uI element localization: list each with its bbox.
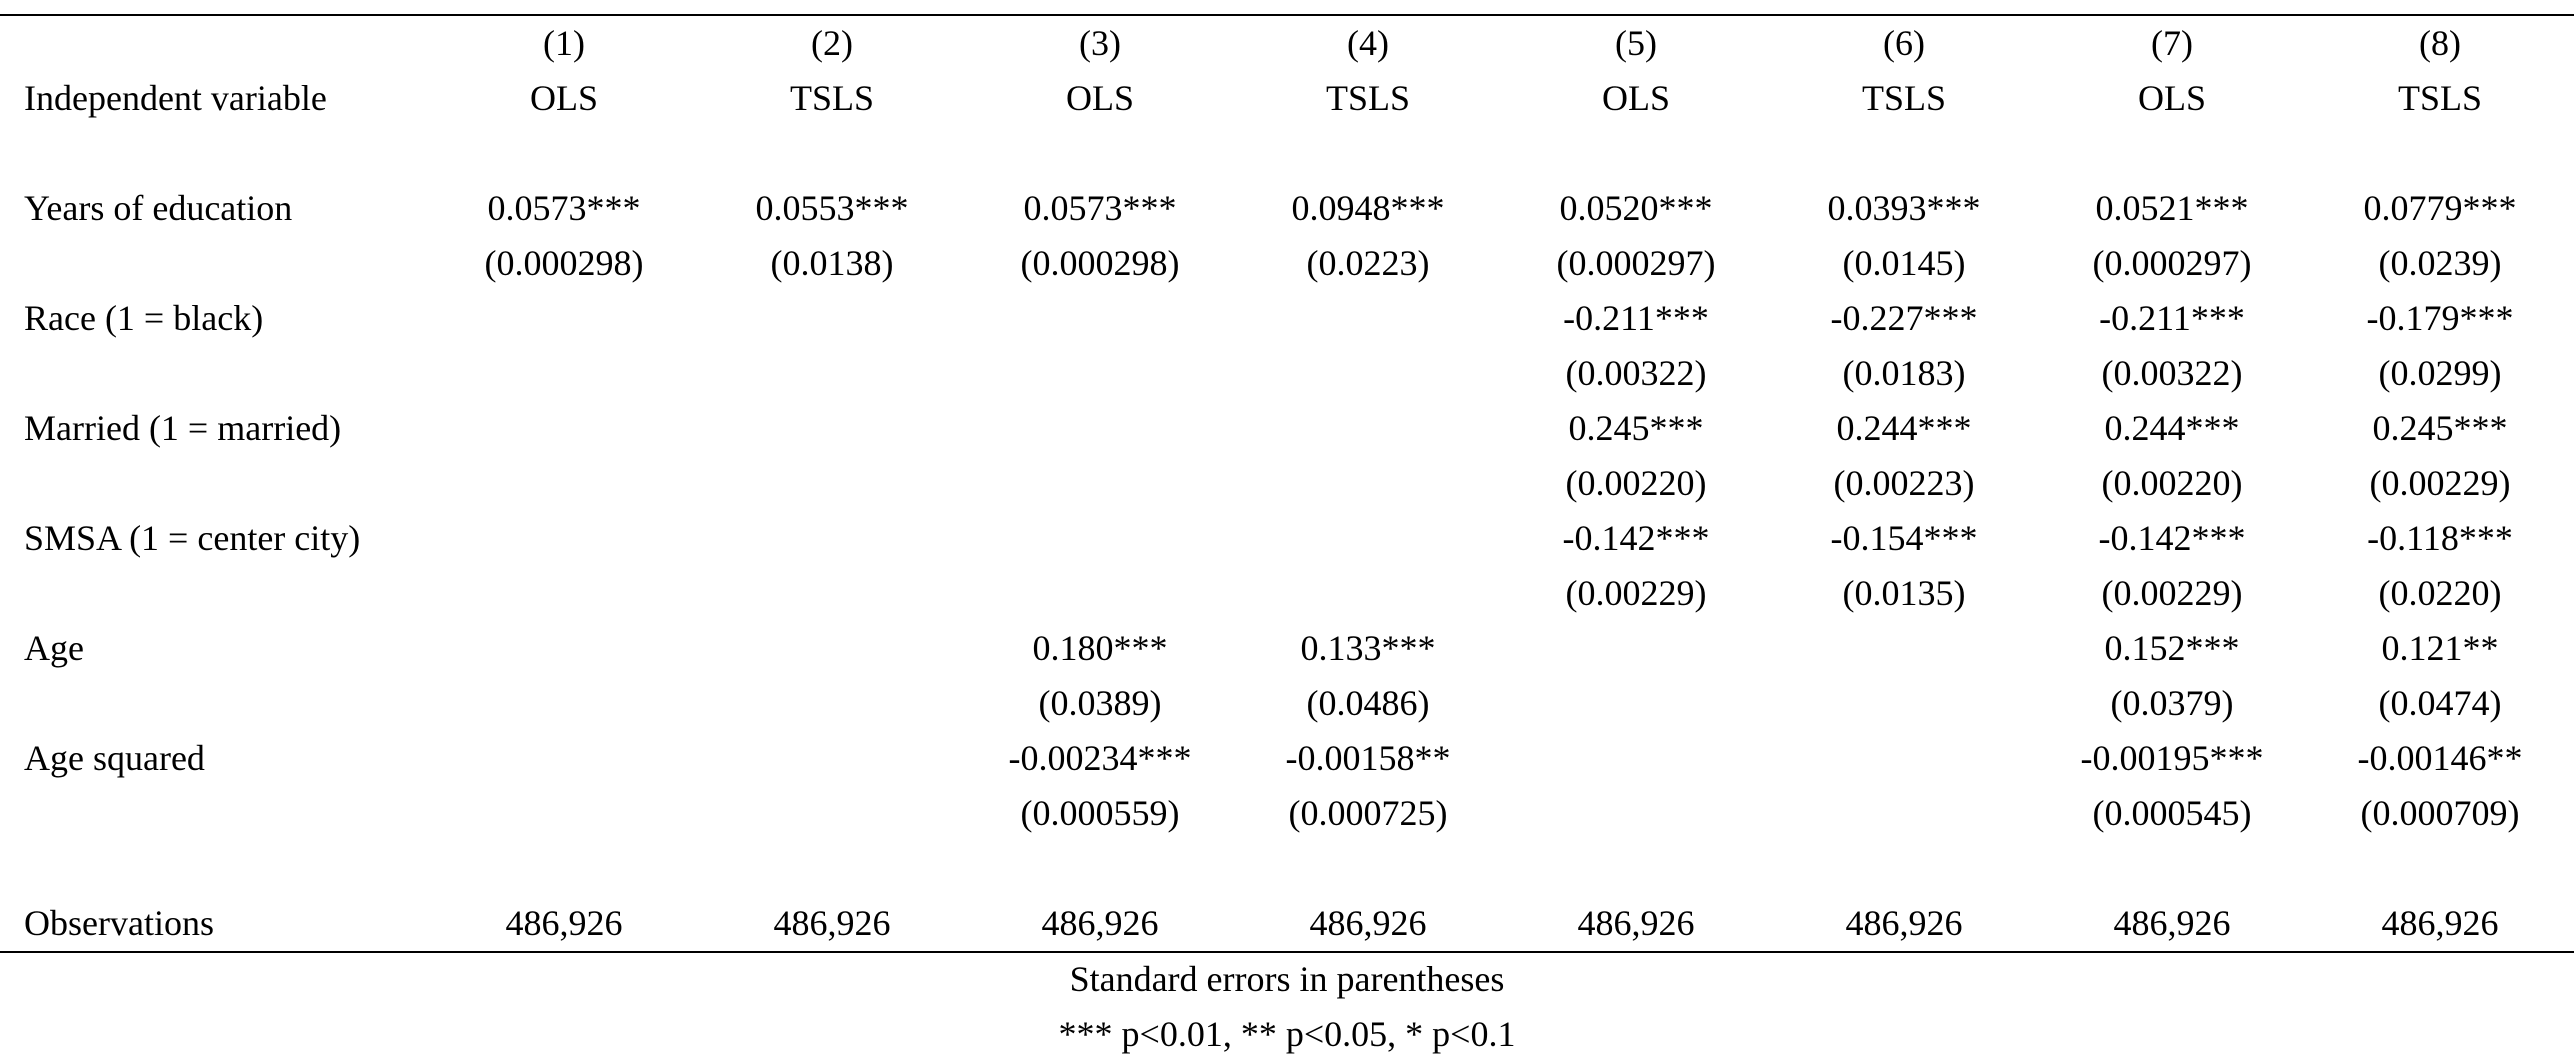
observations-cell: 486,926 [1309, 903, 1427, 943]
column-number-row [0, 16, 2574, 71]
coefficient-cell: 0.121** [2381, 628, 2499, 668]
coefficient-cell [1770, 621, 2038, 676]
regression-table [0, 14, 2574, 953]
column-number: (2) [811, 23, 853, 63]
standard-error-cell: (0.0220) [2378, 573, 2502, 613]
column-number: (5) [1615, 23, 1657, 63]
standard-error-cell: (0.00229) [1565, 573, 1707, 613]
coefficient-cell: 0.0779*** [2363, 188, 2517, 228]
coefficient-cell: 0.0393*** [1827, 188, 1981, 228]
standard-error-cell [698, 566, 966, 621]
coefficient-cell [430, 401, 698, 456]
standard-error-cell: (0.00229) [2101, 573, 2243, 613]
standard-error-cell [430, 786, 698, 841]
standard-error-cell: (0.000298) [1020, 243, 1180, 283]
standard-error-cell: (0.0138) [770, 243, 894, 283]
coefficient-cell [430, 291, 698, 346]
coefficient-cell [430, 731, 698, 786]
coefficient-cell: 0.0573*** [1023, 188, 1177, 228]
standard-error-cell: (0.00229) [2369, 463, 2511, 503]
standard-error-cell: (0.000709) [2360, 793, 2520, 833]
standard-error-cell [430, 346, 698, 401]
column-method: TSLS [1325, 78, 1411, 118]
variable-label: SMSA (1 = center city) [24, 518, 361, 558]
standard-error-row [0, 236, 2574, 291]
coefficient-cell: -0.211*** [1563, 298, 1709, 338]
standard-error-cell [966, 456, 1234, 511]
standard-error-cell [698, 346, 966, 401]
coefficient-cell [1770, 731, 2038, 786]
standard-error-cell: (0.0183) [1842, 353, 1966, 393]
observations-spacer [0, 841, 2574, 896]
coefficient-cell [698, 621, 966, 676]
coefficient-cell: -0.00146** [2357, 738, 2523, 778]
coefficient-cell: -0.154*** [1830, 518, 1978, 558]
column-method-row [0, 71, 2574, 126]
standard-error-cell: (0.000297) [2092, 243, 2252, 283]
standard-error-cell: (0.0135) [1842, 573, 1966, 613]
standard-error-cell [1234, 566, 1502, 621]
standard-error-cell: (0.0486) [1306, 683, 1430, 723]
notes-line-standard-errors: Standard errors in parentheses [1069, 959, 1505, 999]
column-method: OLS [2137, 78, 2206, 118]
standard-error-cell [698, 676, 966, 731]
standard-error-cell [966, 346, 1234, 401]
coefficient-row [0, 621, 2574, 676]
standard-error-cell: (0.0239) [2378, 243, 2502, 283]
standard-error-cell [698, 786, 966, 841]
observations-cell: 486,926 [2381, 903, 2499, 943]
coefficient-cell: 0.0573*** [487, 188, 641, 228]
coefficient-cell [430, 621, 698, 676]
standard-error-cell [430, 456, 698, 511]
coefficient-cell: -0.142*** [1562, 518, 1710, 558]
standard-error-cell [1770, 786, 2038, 841]
standard-error-cell: (0.00322) [2101, 353, 2243, 393]
standard-error-row [0, 346, 2574, 401]
coefficient-cell: -0.00195*** [2080, 738, 2264, 778]
standard-error-cell [698, 456, 966, 511]
header-blank-cell [0, 16, 430, 71]
header-label: Independent variable [24, 78, 327, 118]
coefficient-cell: -0.227*** [1830, 298, 1978, 338]
coefficient-cell [698, 731, 966, 786]
column-method: OLS [1601, 78, 1670, 118]
variable-label: Age squared [24, 738, 205, 778]
variable-label: Years of education [24, 188, 293, 228]
coefficient-cell [1234, 291, 1502, 346]
standard-error-cell [1234, 456, 1502, 511]
coefficient-cell [698, 401, 966, 456]
observations-cell: 486,926 [1577, 903, 1695, 943]
blank-label-cell [0, 786, 430, 841]
standard-error-cell: (0.000559) [1020, 793, 1180, 833]
coefficient-row [0, 291, 2574, 346]
regression-table-container [0, 14, 2574, 953]
standard-error-cell: (0.0379) [2110, 683, 2234, 723]
standard-error-cell: (0.000725) [1288, 793, 1448, 833]
coefficient-cell [1502, 731, 1770, 786]
coefficient-cell: -0.142*** [2098, 518, 2246, 558]
standard-error-cell: (0.00223) [1833, 463, 1975, 503]
standard-error-cell: (0.000298) [484, 243, 644, 283]
column-number: (7) [2151, 23, 2193, 63]
coefficient-cell [430, 511, 698, 566]
column-number: (3) [1079, 23, 1121, 63]
coefficient-cell [966, 401, 1234, 456]
coefficient-cell: 0.180*** [1032, 628, 1168, 668]
column-method: OLS [1065, 78, 1134, 118]
column-method: TSLS [1861, 78, 1947, 118]
column-method: OLS [529, 78, 598, 118]
observations-row [0, 896, 2574, 952]
variable-label: Married (1 = married) [24, 408, 342, 448]
coefficient-cell: -0.118*** [2367, 518, 2513, 558]
observations-cell: 486,926 [1845, 903, 1963, 943]
coefficient-cell: 0.0553*** [755, 188, 909, 228]
variable-label: Race (1 = black) [24, 298, 264, 338]
coefficient-cell: 0.245*** [2372, 408, 2508, 448]
coefficient-row [0, 511, 2574, 566]
table-notes [0, 952, 2574, 1062]
standard-error-cell [430, 566, 698, 621]
column-number: (8) [2419, 23, 2461, 63]
spacer-cell [0, 841, 2574, 896]
column-number: (6) [1883, 23, 1925, 63]
standard-error-cell: (0.0474) [2378, 683, 2502, 723]
standard-error-cell [966, 566, 1234, 621]
coefficient-cell: 0.244*** [1836, 408, 1972, 448]
coefficient-cell [966, 511, 1234, 566]
blank-label-cell [0, 346, 430, 401]
coefficient-cell [1234, 401, 1502, 456]
coefficient-cell: -0.179*** [2366, 298, 2514, 338]
standard-error-cell: (0.000545) [2092, 793, 2252, 833]
observations-label: Observations [24, 903, 214, 943]
observations-cell: 486,926 [2113, 903, 2231, 943]
column-method: TSLS [2397, 78, 2483, 118]
blank-label-cell [0, 456, 430, 511]
coefficient-cell: -0.00234*** [1008, 738, 1192, 778]
coefficient-cell: 0.152*** [2104, 628, 2240, 668]
coefficient-cell [1234, 511, 1502, 566]
coefficient-cell [1502, 621, 1770, 676]
notes-line-significance: *** p<0.01, ** p<0.05, * p<0.1 [1058, 1014, 1516, 1054]
standard-error-cell: (0.000297) [1556, 243, 1716, 283]
standard-error-cell [1502, 676, 1770, 731]
standard-error-cell: (0.0389) [1038, 683, 1162, 723]
standard-error-row [0, 566, 2574, 621]
observations-cell: 486,926 [773, 903, 891, 943]
observations-cell: 486,926 [1041, 903, 1159, 943]
coefficient-cell: 0.133*** [1300, 628, 1436, 668]
standard-error-cell [1502, 786, 1770, 841]
blank-label-cell [0, 236, 430, 291]
spacer-cell [0, 126, 2574, 181]
standard-error-cell: (0.0223) [1306, 243, 1430, 283]
observations-cell: 486,926 [505, 903, 623, 943]
coefficient-row [0, 181, 2574, 236]
standard-error-row [0, 786, 2574, 841]
coefficient-cell [698, 511, 966, 566]
coefficient-cell: 0.0948*** [1291, 188, 1445, 228]
standard-error-cell [1770, 676, 2038, 731]
column-number: (4) [1347, 23, 1389, 63]
coefficient-cell: 0.244*** [2104, 408, 2240, 448]
standard-error-cell: (0.00322) [1565, 353, 1707, 393]
variable-label: Age [24, 628, 84, 668]
coefficient-cell: 0.0520*** [1559, 188, 1713, 228]
blank-label-cell [0, 676, 430, 731]
column-method: TSLS [789, 78, 875, 118]
column-number: (1) [543, 23, 585, 63]
coefficient-row [0, 401, 2574, 456]
coefficient-cell [966, 291, 1234, 346]
standard-error-cell: (0.00220) [1565, 463, 1707, 503]
header-spacer [0, 126, 2574, 181]
standard-error-cell: (0.00220) [2101, 463, 2243, 503]
standard-error-cell [1234, 346, 1502, 401]
standard-error-row [0, 676, 2574, 731]
standard-error-cell [430, 676, 698, 731]
standard-error-row [0, 456, 2574, 511]
coefficient-cell: 0.0521*** [2095, 188, 2249, 228]
standard-error-cell: (0.0145) [1842, 243, 1966, 283]
blank-label-cell [0, 566, 430, 621]
standard-error-cell: (0.0299) [2378, 353, 2502, 393]
coefficient-cell: -0.00158** [1285, 738, 1451, 778]
coefficient-cell: -0.211*** [2099, 298, 2245, 338]
coefficient-row [0, 731, 2574, 786]
coefficient-cell: 0.245*** [1568, 408, 1704, 448]
coefficient-cell [698, 291, 966, 346]
